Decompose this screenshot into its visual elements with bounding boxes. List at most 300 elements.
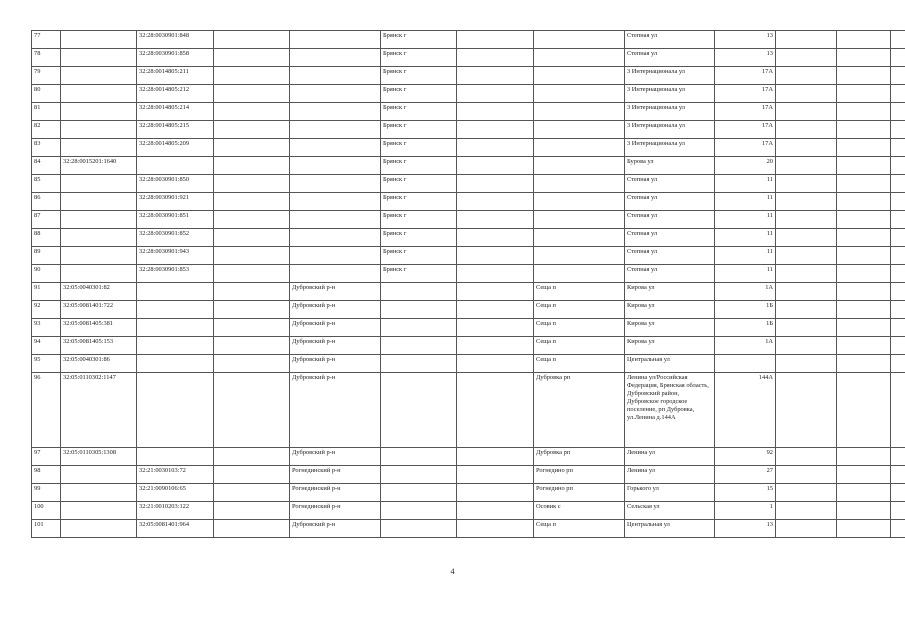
table-cell: [837, 466, 891, 484]
table-cell: Дубровский р-н: [290, 283, 381, 301]
table-cell: 97: [32, 448, 61, 466]
table-row: [32, 121, 905, 139]
table-row: [32, 67, 905, 85]
table-cell: 11: [715, 175, 776, 193]
table-row: [32, 373, 905, 448]
table-cell: 32:05:0110305:1308: [61, 448, 137, 466]
table-cell: 92: [715, 448, 776, 466]
table-cell: [534, 211, 625, 229]
table-cell: 1Б: [715, 319, 776, 337]
table-cell: [61, 484, 137, 502]
table-row: [32, 211, 905, 229]
table-cell: [214, 103, 290, 121]
table-cell: [837, 175, 891, 193]
table-cell: [891, 373, 905, 448]
table-cell: [837, 301, 891, 319]
table-cell: 32:28:0030901:851: [137, 211, 214, 229]
table-cell: [214, 265, 290, 283]
table-cell: Рогнединский р-н: [290, 502, 381, 520]
table-row: [32, 103, 905, 121]
table-cell: 3 Интернационала ул: [625, 85, 715, 103]
table-cell: Степная ул: [625, 229, 715, 247]
table-cell: [891, 157, 905, 175]
table-cell: [891, 67, 905, 85]
page-number: 4: [450, 567, 455, 576]
table-cell: [61, 121, 137, 139]
table-cell: [891, 103, 905, 121]
table-cell: Брянск г: [381, 49, 457, 67]
table-cell: [776, 448, 837, 466]
table-cell: [534, 139, 625, 157]
table-cell: [137, 301, 214, 319]
table-cell: [290, 265, 381, 283]
table-cell: [534, 247, 625, 265]
table-row: [32, 502, 905, 520]
table-cell: [837, 520, 891, 538]
register-table: [31, 30, 905, 538]
table-cell: 1А: [715, 283, 776, 301]
table-cell: [837, 211, 891, 229]
table-cell: 32:05:0040301:82: [61, 283, 137, 301]
table-row: [32, 484, 905, 502]
table-cell: 32:28:0030901:848: [137, 31, 214, 49]
table-cell: [290, 175, 381, 193]
table-cell: 92: [32, 301, 61, 319]
table-cell: Сеща п: [534, 520, 625, 538]
table-cell: [715, 355, 776, 373]
table-cell: Рогнединский р-н: [290, 466, 381, 484]
table-cell: [776, 265, 837, 283]
table-cell: [776, 157, 837, 175]
table-cell: 32:28:0030901:858: [137, 49, 214, 67]
table-cell: Сеща п: [534, 337, 625, 355]
table-cell: [891, 265, 905, 283]
table-cell: 90: [32, 265, 61, 283]
table-cell: [457, 229, 534, 247]
table-cell: [61, 31, 137, 49]
table-cell: Брянск г: [381, 175, 457, 193]
table-cell: Дубровский р-н: [290, 373, 381, 448]
table-cell: [214, 211, 290, 229]
table-cell: [891, 49, 905, 67]
table-cell: Дубровский р-н: [290, 520, 381, 538]
table-cell: [214, 337, 290, 355]
table-cell: [891, 319, 905, 337]
table-cell: [776, 283, 837, 301]
table-cell: [837, 103, 891, 121]
table-cell: [381, 301, 457, 319]
table-cell: [214, 193, 290, 211]
table-cell: 95: [32, 355, 61, 373]
table-cell: [290, 157, 381, 175]
table-cell: [534, 103, 625, 121]
table-cell: [290, 85, 381, 103]
table-row: [32, 85, 905, 103]
table-cell: [837, 139, 891, 157]
table-cell: [776, 67, 837, 85]
table-cell: Кирова ул: [625, 337, 715, 355]
table-cell: [61, 175, 137, 193]
table-cell: [891, 337, 905, 355]
table-cell: 3 Интернационала ул: [625, 103, 715, 121]
table-cell: [214, 301, 290, 319]
table-cell: [891, 121, 905, 139]
table-cell: [891, 175, 905, 193]
table-cell: 32:28:0014805:209: [137, 139, 214, 157]
table-cell: [290, 49, 381, 67]
table-cell: [891, 520, 905, 538]
table-cell: [61, 247, 137, 265]
table-cell: Ленина ул/Российская Федерация, Брянская область, Дубровский район, Дубровское городское поселение, рп Дубровка, ул.Ленина д.144А: [625, 373, 715, 448]
table-cell: [214, 139, 290, 157]
table-cell: [457, 85, 534, 103]
table-row: [32, 337, 905, 355]
table-cell: [534, 121, 625, 139]
table-cell: [61, 466, 137, 484]
table-cell: [61, 67, 137, 85]
table-cell: [776, 103, 837, 121]
table-cell: [837, 373, 891, 448]
table-cell: [891, 139, 905, 157]
table-cell: 1А: [715, 337, 776, 355]
table-cell: 32:05:0110302:1147: [61, 373, 137, 448]
table-cell: 32:21:0090106:65: [137, 484, 214, 502]
table-cell: 17А: [715, 103, 776, 121]
table-cell: [457, 67, 534, 85]
table-cell: [137, 337, 214, 355]
table-cell: [137, 157, 214, 175]
table-cell: [891, 31, 905, 49]
table-cell: Степная ул: [625, 211, 715, 229]
table-cell: Бурова ул: [625, 157, 715, 175]
table-cell: 96: [32, 373, 61, 448]
table-row: [32, 265, 905, 283]
table-cell: Осовик с: [534, 502, 625, 520]
table-cell: Кирова ул: [625, 283, 715, 301]
table-cell: [381, 520, 457, 538]
table-cell: 11: [715, 247, 776, 265]
table-cell: [534, 85, 625, 103]
table-cell: [61, 139, 137, 157]
table-cell: Рогнединский р-н: [290, 484, 381, 502]
table-cell: 80: [32, 85, 61, 103]
table-cell: [776, 247, 837, 265]
table-cell: 83: [32, 139, 61, 157]
table-cell: [214, 31, 290, 49]
table-cell: Сеща п: [534, 355, 625, 373]
table-cell: 32:28:0030901:921: [137, 193, 214, 211]
table-row: [32, 319, 905, 337]
table-row: [32, 301, 905, 319]
table-cell: 27: [715, 466, 776, 484]
table-cell: [137, 448, 214, 466]
table-cell: [214, 283, 290, 301]
table-cell: 77: [32, 31, 61, 49]
table-cell: [837, 283, 891, 301]
table-cell: [61, 193, 137, 211]
table-cell: [891, 448, 905, 466]
table-cell: Дубровский р-н: [290, 448, 381, 466]
table-cell: 88: [32, 229, 61, 247]
table-cell: [61, 85, 137, 103]
table-cell: [837, 337, 891, 355]
table-cell: [534, 157, 625, 175]
table-cell: 32:21:0010203:122: [137, 502, 214, 520]
table-cell: Сеща п: [534, 301, 625, 319]
table-cell: 32:05:0081401:964: [137, 520, 214, 538]
table-cell: [837, 502, 891, 520]
table-row: [32, 448, 905, 466]
table-cell: Брянск г: [381, 265, 457, 283]
table-cell: [290, 103, 381, 121]
table-cell: 13: [715, 49, 776, 67]
table-cell: [891, 283, 905, 301]
table-cell: [457, 283, 534, 301]
table-cell: Дубровский р-н: [290, 319, 381, 337]
table-cell: [457, 502, 534, 520]
table-cell: [214, 85, 290, 103]
table-cell: [61, 229, 137, 247]
table-cell: 17А: [715, 67, 776, 85]
table-cell: 32:28:0014805:214: [137, 103, 214, 121]
table-cell: [776, 229, 837, 247]
table-cell: [776, 373, 837, 448]
table-cell: [776, 85, 837, 103]
table-cell: 13: [715, 520, 776, 538]
table-cell: [534, 49, 625, 67]
table-cell: 94: [32, 337, 61, 355]
table-cell: [214, 319, 290, 337]
table-cell: [214, 448, 290, 466]
table-row: [32, 175, 905, 193]
table-cell: [837, 229, 891, 247]
table-cell: [457, 193, 534, 211]
table-cell: [837, 157, 891, 175]
table-cell: [214, 157, 290, 175]
table-cell: [214, 229, 290, 247]
table-cell: [891, 355, 905, 373]
table-cell: 101: [32, 520, 61, 538]
table-cell: [290, 31, 381, 49]
table-cell: [837, 121, 891, 139]
table-cell: [776, 49, 837, 67]
table-cell: [534, 175, 625, 193]
table-cell: 1Б: [715, 301, 776, 319]
table-cell: [837, 85, 891, 103]
table-cell: Рогнедино рп: [534, 484, 625, 502]
table-cell: [457, 103, 534, 121]
table-cell: Сеща п: [534, 283, 625, 301]
table-cell: Брянск г: [381, 247, 457, 265]
table-cell: [137, 319, 214, 337]
table-cell: 32:28:0014805:211: [137, 67, 214, 85]
table-cell: [534, 265, 625, 283]
table-cell: 81: [32, 103, 61, 121]
table-cell: [776, 319, 837, 337]
table-cell: [214, 67, 290, 85]
table-cell: 32:05:0081405:381: [61, 319, 137, 337]
table-cell: [837, 67, 891, 85]
table-cell: 32:28:0015201:1640: [61, 157, 137, 175]
table-cell: [837, 355, 891, 373]
table-cell: [457, 121, 534, 139]
table-cell: 11: [715, 265, 776, 283]
table-cell: Степная ул: [625, 193, 715, 211]
table-cell: [457, 319, 534, 337]
table-cell: Дубровский р-н: [290, 337, 381, 355]
table-cell: 99: [32, 484, 61, 502]
table-cell: 93: [32, 319, 61, 337]
table-row: [32, 229, 905, 247]
table-cell: [891, 193, 905, 211]
table-cell: [837, 247, 891, 265]
table-cell: [61, 520, 137, 538]
table-cell: Степная ул: [625, 175, 715, 193]
table-cell: [457, 265, 534, 283]
table-cell: Брянск г: [381, 103, 457, 121]
table-cell: [891, 247, 905, 265]
table-cell: [457, 139, 534, 157]
table-cell: [776, 175, 837, 193]
table-cell: [776, 502, 837, 520]
table-cell: [457, 31, 534, 49]
table-cell: Центральная ул: [625, 355, 715, 373]
table-cell: [290, 229, 381, 247]
table-cell: [837, 265, 891, 283]
table-cell: 85: [32, 175, 61, 193]
table-cell: [457, 484, 534, 502]
table-cell: Ленина ул: [625, 448, 715, 466]
table-cell: Степная ул: [625, 247, 715, 265]
table-cell: Степная ул: [625, 49, 715, 67]
table-cell: Брянск г: [381, 211, 457, 229]
table-cell: Сеща п: [534, 319, 625, 337]
table-cell: 3 Интернационала ул: [625, 121, 715, 139]
table-cell: [381, 502, 457, 520]
table-cell: 82: [32, 121, 61, 139]
table-cell: 32:28:0030901:850: [137, 175, 214, 193]
table-cell: [381, 283, 457, 301]
table-cell: [776, 211, 837, 229]
table-cell: [891, 211, 905, 229]
table-row: [32, 466, 905, 484]
table-cell: [214, 175, 290, 193]
table-cell: [534, 31, 625, 49]
table-cell: [776, 121, 837, 139]
table-cell: [290, 139, 381, 157]
table-cell: 20: [715, 157, 776, 175]
table-cell: 11: [715, 211, 776, 229]
register-table-body: [32, 31, 905, 538]
table-cell: Кирова ул: [625, 301, 715, 319]
table-cell: [214, 484, 290, 502]
table-row: [32, 139, 905, 157]
table-cell: [776, 337, 837, 355]
table-cell: [776, 193, 837, 211]
table-cell: Дубровка рп: [534, 448, 625, 466]
table-cell: Дубровский р-н: [290, 301, 381, 319]
table-cell: [214, 355, 290, 373]
table-cell: [534, 229, 625, 247]
table-cell: Сельская ул: [625, 502, 715, 520]
table-cell: Кирова ул: [625, 319, 715, 337]
table-row: [32, 247, 905, 265]
table-cell: 89: [32, 247, 61, 265]
table-cell: [776, 301, 837, 319]
table-cell: [381, 319, 457, 337]
table-cell: [61, 49, 137, 67]
table-cell: [837, 31, 891, 49]
table-cell: [381, 373, 457, 448]
table-cell: [776, 31, 837, 49]
table-cell: [457, 301, 534, 319]
table-cell: [534, 67, 625, 85]
table-cell: [381, 466, 457, 484]
table-cell: [534, 193, 625, 211]
table-cell: [776, 355, 837, 373]
table-cell: [137, 355, 214, 373]
table-cell: [61, 265, 137, 283]
table-cell: [381, 355, 457, 373]
table-cell: [214, 247, 290, 265]
table-cell: 17А: [715, 139, 776, 157]
table-cell: [290, 67, 381, 85]
table-cell: [290, 193, 381, 211]
table-row: [32, 157, 905, 175]
table-cell: [891, 502, 905, 520]
table-cell: 84: [32, 157, 61, 175]
table-cell: 15: [715, 484, 776, 502]
table-cell: Брянск г: [381, 31, 457, 49]
table-cell: Брянск г: [381, 67, 457, 85]
table-cell: [837, 319, 891, 337]
table-cell: Ленина ул: [625, 466, 715, 484]
table-cell: [457, 175, 534, 193]
table-cell: 32:05:0081401:722: [61, 301, 137, 319]
table-cell: [776, 484, 837, 502]
table-cell: 32:28:0030901:853: [137, 265, 214, 283]
table-cell: [891, 85, 905, 103]
table-cell: [776, 466, 837, 484]
table-row: [32, 49, 905, 67]
table-cell: 32:28:0014805:212: [137, 85, 214, 103]
table-cell: [776, 139, 837, 157]
table-cell: 3 Интернационала ул: [625, 67, 715, 85]
table-cell: 87: [32, 211, 61, 229]
table-row: [32, 283, 905, 301]
table-cell: [457, 247, 534, 265]
table-cell: 86: [32, 193, 61, 211]
table-cell: [214, 520, 290, 538]
table-cell: [457, 355, 534, 373]
table-cell: [457, 49, 534, 67]
table-cell: 32:05:0081405:153: [61, 337, 137, 355]
table-cell: Брянск г: [381, 193, 457, 211]
table-cell: [837, 49, 891, 67]
table-cell: [61, 103, 137, 121]
table-cell: [290, 247, 381, 265]
table-cell: Брянск г: [381, 139, 457, 157]
table-cell: Горького ул: [625, 484, 715, 502]
table-cell: [891, 229, 905, 247]
table-cell: [457, 373, 534, 448]
table-cell: 11: [715, 229, 776, 247]
table-cell: 32:28:0014805:215: [137, 121, 214, 139]
table-cell: [214, 49, 290, 67]
table-cell: Брянск г: [381, 121, 457, 139]
table-row: [32, 31, 905, 49]
table-cell: [137, 283, 214, 301]
